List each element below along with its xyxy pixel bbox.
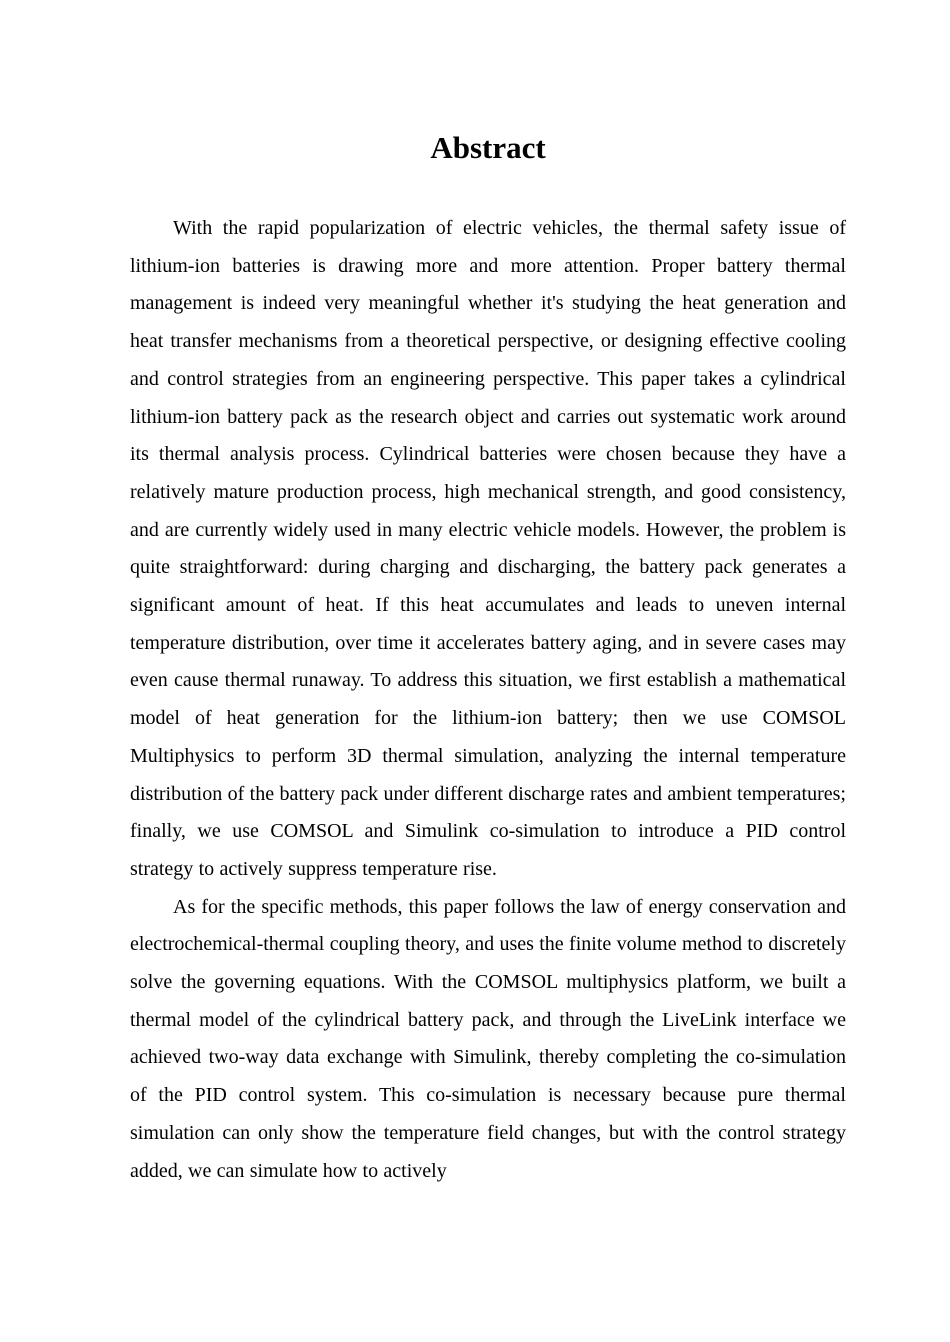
abstract-title: Abstract xyxy=(430,130,546,165)
abstract-body xyxy=(130,210,846,1190)
abstract-paragraph-1: With the rapid popularization of electric vehicles, the thermal safety issue of lithium-ion batteries is drawing more and more attention. Proper battery thermal management is indeed very meaningful whether it's studying the heat generation and heat transfer mechanisms from a theoretical perspective, or designing effective cooling and control strategies from an engineering perspective. This paper takes a cylindrical lithium-ion battery pack as the research object and carries out systematic work around its thermal analysis process. Cylindrical batteries were chosen because they have a relatively mature production process, high mechanical strength, and good consistency, and are currently widely used in many electric vehicle models. However, the problem is quite straightforward: during charging and discharging, the battery pack generates a significant amount of heat. If this heat accumulates and leads to uneven internal temperature distribution, over time it accelerates battery aging, and in severe cases may even cause thermal runaway. To address this situation, we first establish a mathematical model of heat generation for the lithium-ion battery; then we use COMSOL Multiphysics to perform 3D thermal simulation, analyzing the internal temperature distribution of the battery pack under different discharge rates and ambient temperatures; finally, we use COMSOL and Simulink co-simulation to introduce a PID control strategy to actively suppress temperature rise. xyxy=(130,217,846,880)
abstract-paragraph-2: As for the specific methods, this paper follows the law of energy conservation and electrochemical-thermal coupling theory, and uses the finite volume method to discretely solve the governing equations. With the COMSOL multiphysics platform, we built a thermal model of the cylindrical battery pack, and through the LiveLink interface we achieved two-way data exchange with Simulink, thereby completing the co-simulation of the PID control system. This co-simulation is necessary because pure thermal simulation can only show the temperature field changes, but with the control strategy added, we can simulate how to actively xyxy=(130,895,846,1182)
